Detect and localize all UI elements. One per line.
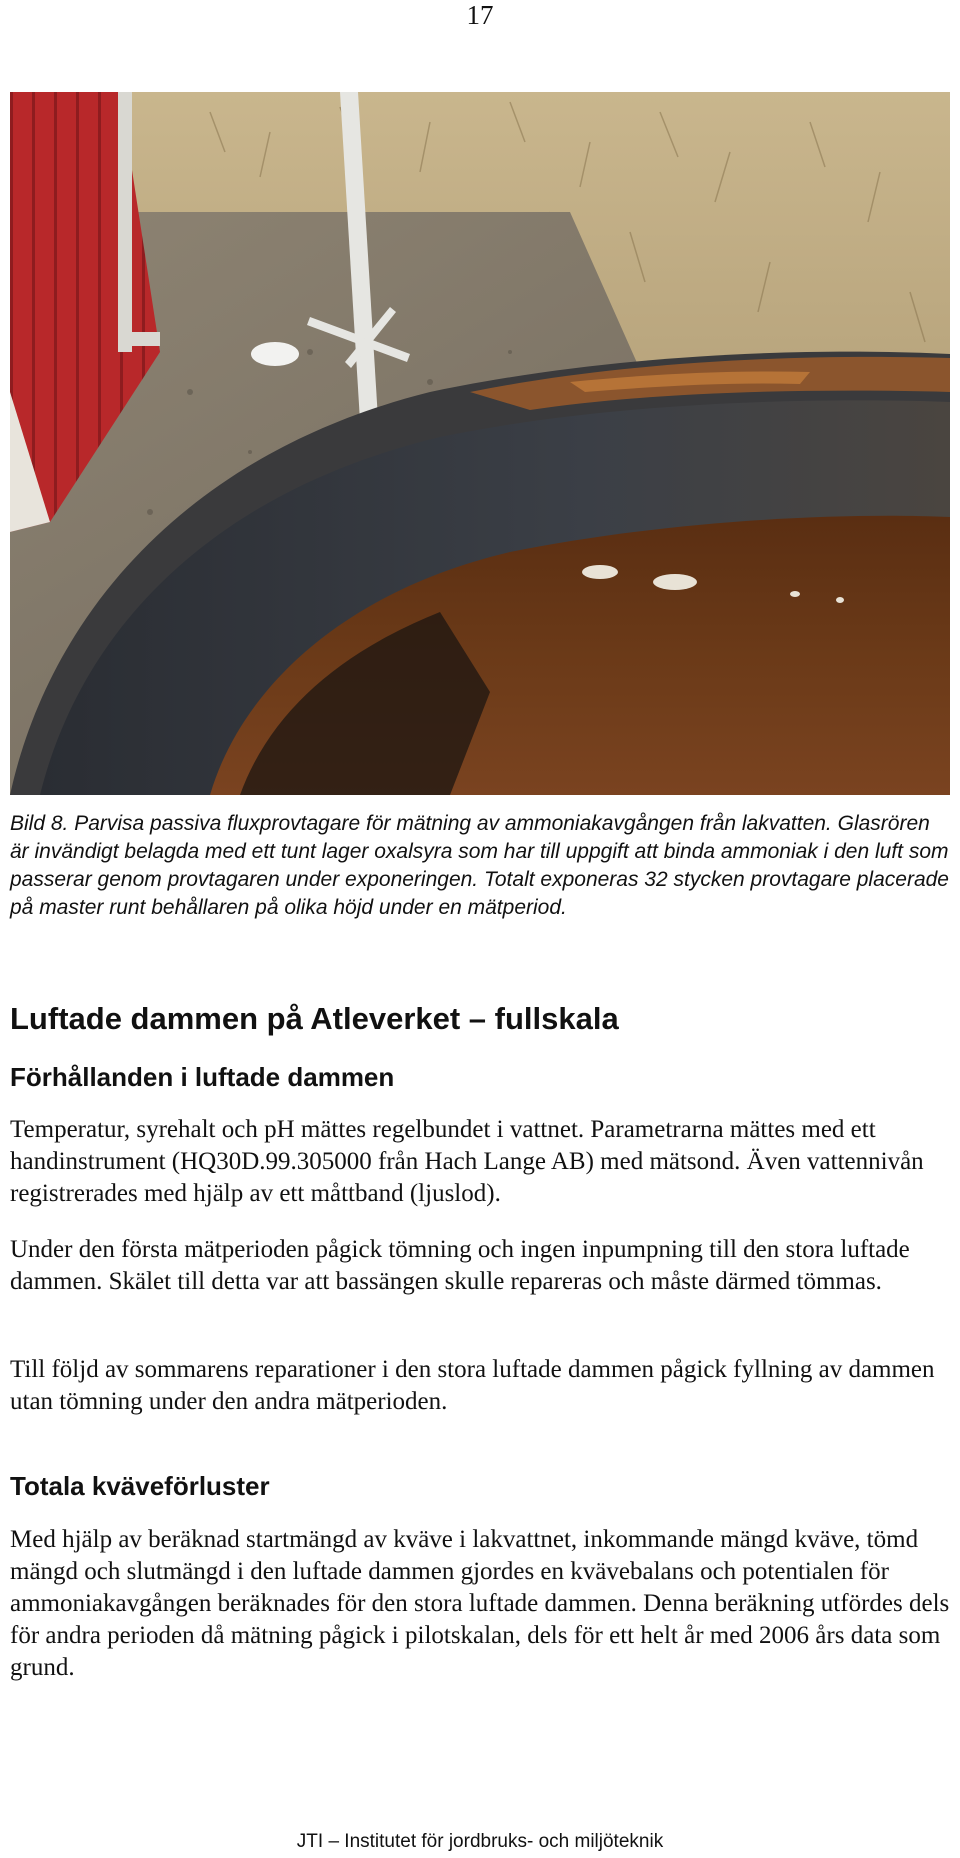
subsection-heading-nitrogen-losses: Totala kväveförluster [10, 1471, 270, 1501]
section-heading: Luftade dammen på Atleverket – fullskala [10, 1001, 619, 1036]
figure-caption: Bild 8. Parvisa passiva fluxprovtagare för mätning av ammoniakavgången från lakvatten. Glasrören är invändigt belagda med ett tunt lager oxalsyra som har till uppgift att binda ammoniak i den luft som passerar genom provtagaren under exponeringen. Totalt exponeras 32 stycken provtagare placerade på master runt behållaren på olika höjd under en mätperiod. [10, 812, 949, 919]
subsection-heading-conditions: Förhållanden i luftade dammen [10, 1062, 395, 1092]
paragraph: Temperatur, syrehalt och pH mättes regelbundet i vattnet. Parametrarna mättes med ett handinstrument (HQ30D.99.305000 från Hach Lange AB) med mätsond. Även vattennivån registrerades med hjälp av ett måttband (ljuslod). [10, 1116, 924, 1207]
paragraph: Med hjälp av beräknad startmängd av kväve i lakvattnet, inkommande mängd kväve, tömd mängd och slutmängd i den luftade dammen gjordes en kvävebalans och potentialen för ammoniakavgången beräknades för den stora luftade dammen. Denna beräkning utfördes dels för andra perioden då mätning pågick i pilotskalan, dels för ett helt år med 2006 års data som grund. [10, 1526, 950, 1681]
page-footer: JTI – Institutet för jordbruks- och miljöteknik [296, 1831, 664, 1852]
page-number: 17 [466, 0, 494, 30]
tank-photo [10, 92, 950, 795]
paragraph: Till följd av sommarens reparationer i den stora luftade dammen pågick fyllning av dammen utan tömning under den andra mätperioden. [10, 1356, 935, 1415]
paragraph: Under den första mätperioden pågick tömning och ingen inpumpning till den stora luftade dammen. Skälet till detta var att bassängen skulle repareras och måste därmed tömmas. [10, 1236, 910, 1295]
